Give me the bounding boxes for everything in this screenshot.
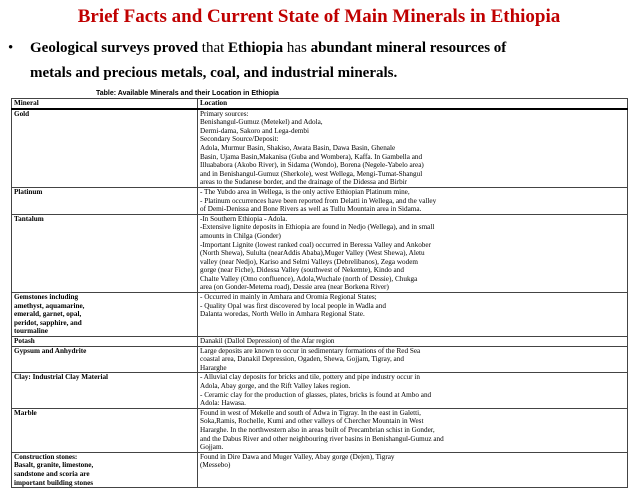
location-line: Hararghe (200, 363, 227, 372)
bullet-line-2: metals and precious metals, coal, and industrial minerals. (30, 65, 398, 81)
location-line: coastal area, Danakil Depression, Ogaden, Shewa, Gojjam, Tigray, and (200, 355, 404, 364)
location-line: Hararghe. In the northwestern also in areas built of Precambrian schist in Gonder, (200, 425, 435, 434)
location-cell (198, 346, 628, 373)
bullet-line-1 (30, 36, 628, 61)
location-line: Illuababora (Akobo River), in Sidama (Wondo), Borena (Negele-Yabelo area) (200, 161, 424, 170)
mineral-name-line: Gypsum and Anhydrite (14, 346, 87, 355)
mineral-name-line: sandstone and scoria are (14, 469, 90, 478)
table-row (12, 452, 628, 487)
bullet-ethiopia: Ethiopia (228, 40, 284, 56)
location-line: Found in Dire Dawa and Muger Valley, Abay gorge (Dejen), Tigray (200, 452, 395, 461)
location-cell (198, 337, 628, 347)
location-line: Adola, Abay gorge, and the Rift Valley lakes region. (200, 382, 351, 390)
bullet-mid-1: that (198, 40, 229, 56)
mineral-cell (12, 346, 198, 373)
mineral-name-line: Basalt, granite, limestone, (14, 461, 94, 470)
mineral-cell (12, 408, 198, 452)
location-line: Adola, Murmur Basin, Shakiso, Awata Basin, Dawa Basin, Ghenale (200, 143, 396, 152)
location-line: areas to the Sudanese border, and the drainage of the Didessa and Birbir (200, 178, 408, 187)
location-line: Benishangul-Gumuz (Metekel) and Adola, (200, 118, 323, 127)
table-header-row (12, 99, 628, 109)
location-cell (198, 373, 628, 408)
mineral-cell (12, 187, 198, 214)
location-line: - Quality Opal was first discovered by local people in Wadla and (200, 301, 386, 310)
bullet-mid-2: has (283, 40, 311, 56)
location-line: -Important Lignite (lowest ranked coal) occurred in Beressa Valley and Ankober (200, 240, 431, 249)
table-row (12, 337, 628, 347)
table-row (12, 373, 628, 408)
location-line: (North Shewa), Sululta (nearAddis Ababa),Muger Valley (West Shewa), Aletu (200, 249, 425, 258)
mineral-cell (12, 452, 198, 487)
mineral-name-line: amethyst, aquamarine, (14, 301, 85, 310)
location-cell (198, 452, 628, 487)
mineral-name-line: Platinum (14, 187, 43, 196)
location-line: of Demi-Denissa and Bone Rivers as well as Tullu Mountain area in Sidama. (200, 205, 422, 214)
location-line: Dermi-dama, Sakoro and Lega-dembi (200, 126, 309, 135)
mineral-name-line: peridot, sapphire, and (14, 318, 82, 327)
minerals-table (11, 98, 628, 488)
location-line: gorge (near Fiche), Didessa Valley (southwest of Nekemte), Kindo and (200, 266, 404, 275)
location-line: Adola: Hawasa. (200, 399, 246, 408)
location-line: amounts in Chilga (Gonder) (200, 231, 281, 240)
mineral-name-line: Clay: Industrial Clay Material (14, 373, 109, 382)
location-line: (Messebo) (200, 461, 231, 470)
location-cell (198, 214, 628, 292)
table-row (12, 214, 628, 292)
location-line: - The Yubdo area in Wellega, is the only active Ethiopian Platinum mine, (200, 187, 410, 196)
mineral-name-line: Potash (14, 337, 35, 346)
location-line: Danakil (Dallol Depression) of the Afar region (200, 337, 335, 346)
location-line: and the Dabus River and other neighbouring river basins in Benishangul-Gumuz and (200, 434, 444, 443)
location-line: -Extensive lignite deposits in Ethiopia are found in Nedjo (Wellega), and in small (200, 223, 435, 232)
table-row (12, 408, 628, 452)
mineral-cell (12, 214, 198, 292)
location-line: - Ceramic clay for the production of glasses, plates, bricks is found at Ambo and (200, 390, 432, 399)
table-row (12, 346, 628, 373)
table-body (12, 109, 628, 488)
location-line: Dalanta woredas, North Wello in Amhara Regional State. (200, 310, 365, 319)
page-title: Brief Facts and Current State of Main Minerals in Ethiopia (77, 6, 561, 27)
location-cell (198, 293, 628, 337)
header-location: Location (198, 99, 628, 109)
location-line: valley (near Nedjo), Kariso and Selmi Valleys (Debrelibanos), Zega wodem (200, 257, 419, 266)
table-row (12, 109, 628, 188)
location-line: area (on Gonder-Metema road), Dessie area (near Borkena River) (200, 283, 389, 292)
bullet-dot-icon: • (8, 40, 14, 56)
mineral-cell (12, 293, 198, 337)
mineral-name-line: Gemstones including (14, 293, 79, 302)
intro-bullet (8, 36, 628, 86)
bullet-bold-rest: abundant mineral resources of (310, 40, 507, 56)
location-line: Primary sources: (200, 109, 249, 118)
mineral-name-line: tourmaline (14, 327, 48, 336)
mineral-name-line: Marble (14, 408, 37, 417)
location-line: Chalte Valley (Omo confluence), Adola,Wuchale (north of Dessie), Chukga (200, 274, 418, 283)
mineral-name-line: important building stones (14, 478, 94, 487)
location-line: and in Benishangul-Gumuz (Sherkole), west Wellega, Mengi-Tumat-Shangul (200, 169, 423, 178)
mineral-name-line: Gold (14, 109, 30, 118)
location-line: Large deposits are known to occur in sedimentary formations of the Red Sea (200, 346, 421, 355)
table-row (12, 187, 628, 214)
location-line: -In Southern Ethiopia - Adola. (200, 214, 288, 223)
location-line: - Platinum occurrences have been reported from Delatti in Wellega, and the valley (200, 196, 437, 205)
table-row (12, 293, 628, 337)
location-cell (198, 187, 628, 214)
mineral-cell (12, 337, 198, 347)
table-caption: Table: Available Minerals and their Location in Ethiopia (96, 90, 279, 97)
location-line: Basin, Ujama Basin,Makanisa (Guba and Wombera), Kaffa. In Gambella and (200, 152, 423, 161)
location-line: Soka,Ramis, Rochelle, Kumi and other valleys of Chercher Mountain in West (200, 417, 424, 426)
location-line: - Alluvial clay deposits for bricks and tile, pottery and pipe industry occur in (200, 373, 420, 382)
location-cell (198, 109, 628, 188)
mineral-cell (12, 109, 198, 188)
location-line: - Occurred in mainly in Amhara and Oromia Regional States; (200, 293, 377, 302)
location-cell (198, 408, 628, 452)
mineral-name-line: Construction stones: (14, 452, 78, 461)
location-line: Secondary Source/Deposit: (200, 135, 279, 144)
location-line: Found in west of Mekelle and south of Adwa in Tigray. In the east in Galetti, (200, 408, 421, 417)
mineral-cell (12, 373, 198, 408)
bullet-bold-prefix: Geological surveys proved (30, 40, 199, 56)
header-mineral: Mineral (12, 99, 198, 109)
mineral-name-line: emerald, garnet, opal, (14, 310, 82, 319)
mineral-name-line: Tantalum (14, 214, 44, 223)
location-line: Gojjam. (200, 443, 224, 452)
